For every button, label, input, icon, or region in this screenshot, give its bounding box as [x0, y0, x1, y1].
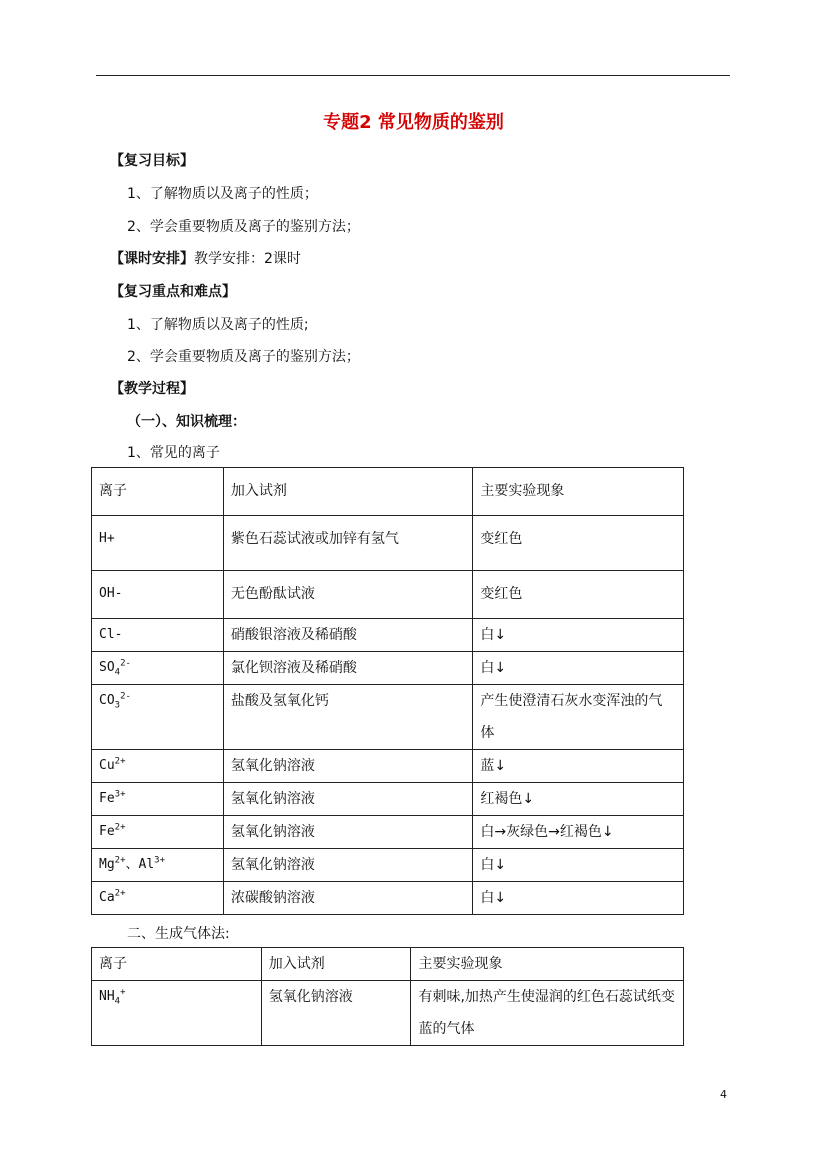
- gas-method-table: [91, 947, 684, 1046]
- reagent-cell: 盐酸及氢氧化钙: [223, 685, 473, 750]
- table-header-row: [92, 948, 684, 981]
- ion-charge: +: [120, 987, 126, 998]
- ion-cell: [92, 882, 224, 915]
- ion-charge: 3+: [114, 789, 126, 800]
- phenomenon-cell: 产生使澄清石灰水变浑浊的气体: [473, 685, 684, 750]
- ion-separator: 、: [125, 857, 139, 872]
- page-title: 专题2 常见物质的鉴别: [323, 112, 504, 133]
- table-row: [92, 981, 684, 1046]
- phenomenon-cell: 变红色: [473, 571, 684, 619]
- ion-cell: OH-: [92, 571, 224, 619]
- reagent-cell: 硝酸银溶液及稀硝酸: [223, 619, 473, 652]
- ion-charge: 2+: [114, 756, 126, 767]
- reagent-cell: 氢氧化钠溶液: [223, 783, 473, 816]
- ion-symbol: NH: [99, 989, 115, 1004]
- ion-charge: 2+: [114, 888, 126, 899]
- ion-cell: H+: [92, 516, 224, 571]
- table1-caption: 1、常见的离子: [127, 445, 220, 461]
- ion-charge: 3+: [154, 855, 166, 866]
- table-row: [92, 849, 684, 882]
- table-row: [92, 783, 684, 816]
- table-row: [92, 516, 684, 571]
- ion-cell: [92, 750, 224, 783]
- ion-symbol: CO: [99, 693, 115, 708]
- header-phenomenon: 主要实验现象: [473, 468, 684, 516]
- phenomenon-cell: 白↓: [473, 619, 684, 652]
- ions-table: [91, 467, 684, 915]
- phenomenon-cell: 白↓: [473, 849, 684, 882]
- key-points-heading: 【复习重点和难点】: [110, 284, 236, 300]
- ion-cell: Cl-: [92, 619, 224, 652]
- schedule-line: [110, 248, 301, 268]
- ion-subscript: 4: [114, 996, 121, 1007]
- reagent-cell: 氢氧化钠溶液: [223, 750, 473, 783]
- ion-symbol: Fe: [99, 791, 115, 806]
- ion-cell: [92, 652, 224, 685]
- table2-caption: 二、生成气体法:: [127, 926, 230, 942]
- ion-symbol: Cu: [99, 758, 115, 773]
- phenomenon-cell: 变红色: [473, 516, 684, 571]
- reagent-cell: 紫色石蕊试液或加锌有氢气: [223, 516, 473, 571]
- reagent-cell: 无色酚酞试液: [223, 571, 473, 619]
- ion-symbol: Ca: [99, 890, 115, 905]
- ion-cell: [92, 685, 224, 750]
- header-ion: 离子: [92, 948, 262, 981]
- goal-1: 1、了解物质以及离子的性质；: [127, 186, 318, 202]
- reagent-cell: 浓碳酸钠溶液: [223, 882, 473, 915]
- reagent-cell: 氯化钡溶液及稀硝酸: [223, 652, 473, 685]
- phenomenon-cell: 红褐色↓: [473, 783, 684, 816]
- schedule-heading: 【课时安排】: [110, 251, 194, 267]
- reagent-cell: 氢氧化钠溶液: [261, 981, 411, 1046]
- review-goal-heading: 【复习目标】: [110, 153, 194, 169]
- ion-charge: 2-: [120, 691, 131, 702]
- ion-symbol: Mg: [99, 857, 115, 872]
- table-header-row: [92, 468, 684, 516]
- goal-2: 2、学会重要物质及离子的鉴别方法；: [127, 219, 360, 235]
- header-reagent: 加入试剂: [223, 468, 473, 516]
- key-point-1: 1、了解物质以及离子的性质;: [127, 317, 309, 333]
- ion-symbol: SO: [99, 660, 115, 675]
- header-reagent: 加入试剂: [261, 948, 411, 981]
- header-ion: 离子: [92, 468, 224, 516]
- ion-charge: 2+: [114, 855, 126, 866]
- header-rule: [96, 75, 730, 76]
- ion-subscript: 3: [114, 700, 121, 711]
- key-point-2: 2、学会重要物质及离子的鉴别方法；: [127, 349, 360, 365]
- phenomenon-cell: 白↓: [473, 652, 684, 685]
- ion-cell: [92, 816, 224, 849]
- table-row: [92, 816, 684, 849]
- schedule-text: 教学安排：2课时: [194, 251, 301, 267]
- ion-charge: 2-: [120, 658, 131, 669]
- reagent-cell: 氢氧化钠溶液: [223, 816, 473, 849]
- table-row: [92, 750, 684, 783]
- ion-charge: 2+: [114, 822, 126, 833]
- page-number: 4: [720, 1088, 727, 1101]
- ion-subscript: 4: [114, 667, 121, 678]
- table-row: [92, 685, 684, 750]
- table-row: [92, 571, 684, 619]
- phenomenon-cell: 白→灰绿色→红褐色↓: [473, 816, 684, 849]
- ion-cell: [92, 849, 224, 882]
- reagent-cell: 氢氧化钠溶液: [223, 849, 473, 882]
- ion-cell: [92, 981, 262, 1046]
- ion-symbol: Al: [138, 857, 155, 872]
- phenomenon-cell: 有刺味,加热产生使湿润的红色石蕊试纸变蓝的气体: [411, 981, 684, 1046]
- phenomenon-cell: 蓝↓: [473, 750, 684, 783]
- phenomenon-cell: 白↓: [473, 882, 684, 915]
- ion-symbol: Fe: [99, 824, 115, 839]
- table-row: [92, 619, 684, 652]
- ion-cell: [92, 783, 224, 816]
- header-phenomenon: 主要实验现象: [411, 948, 684, 981]
- process-heading: 【教学过程】: [110, 381, 194, 397]
- part-heading: （一）、知识梳理：: [127, 414, 246, 430]
- table-row: [92, 652, 684, 685]
- table-row: [92, 882, 684, 915]
